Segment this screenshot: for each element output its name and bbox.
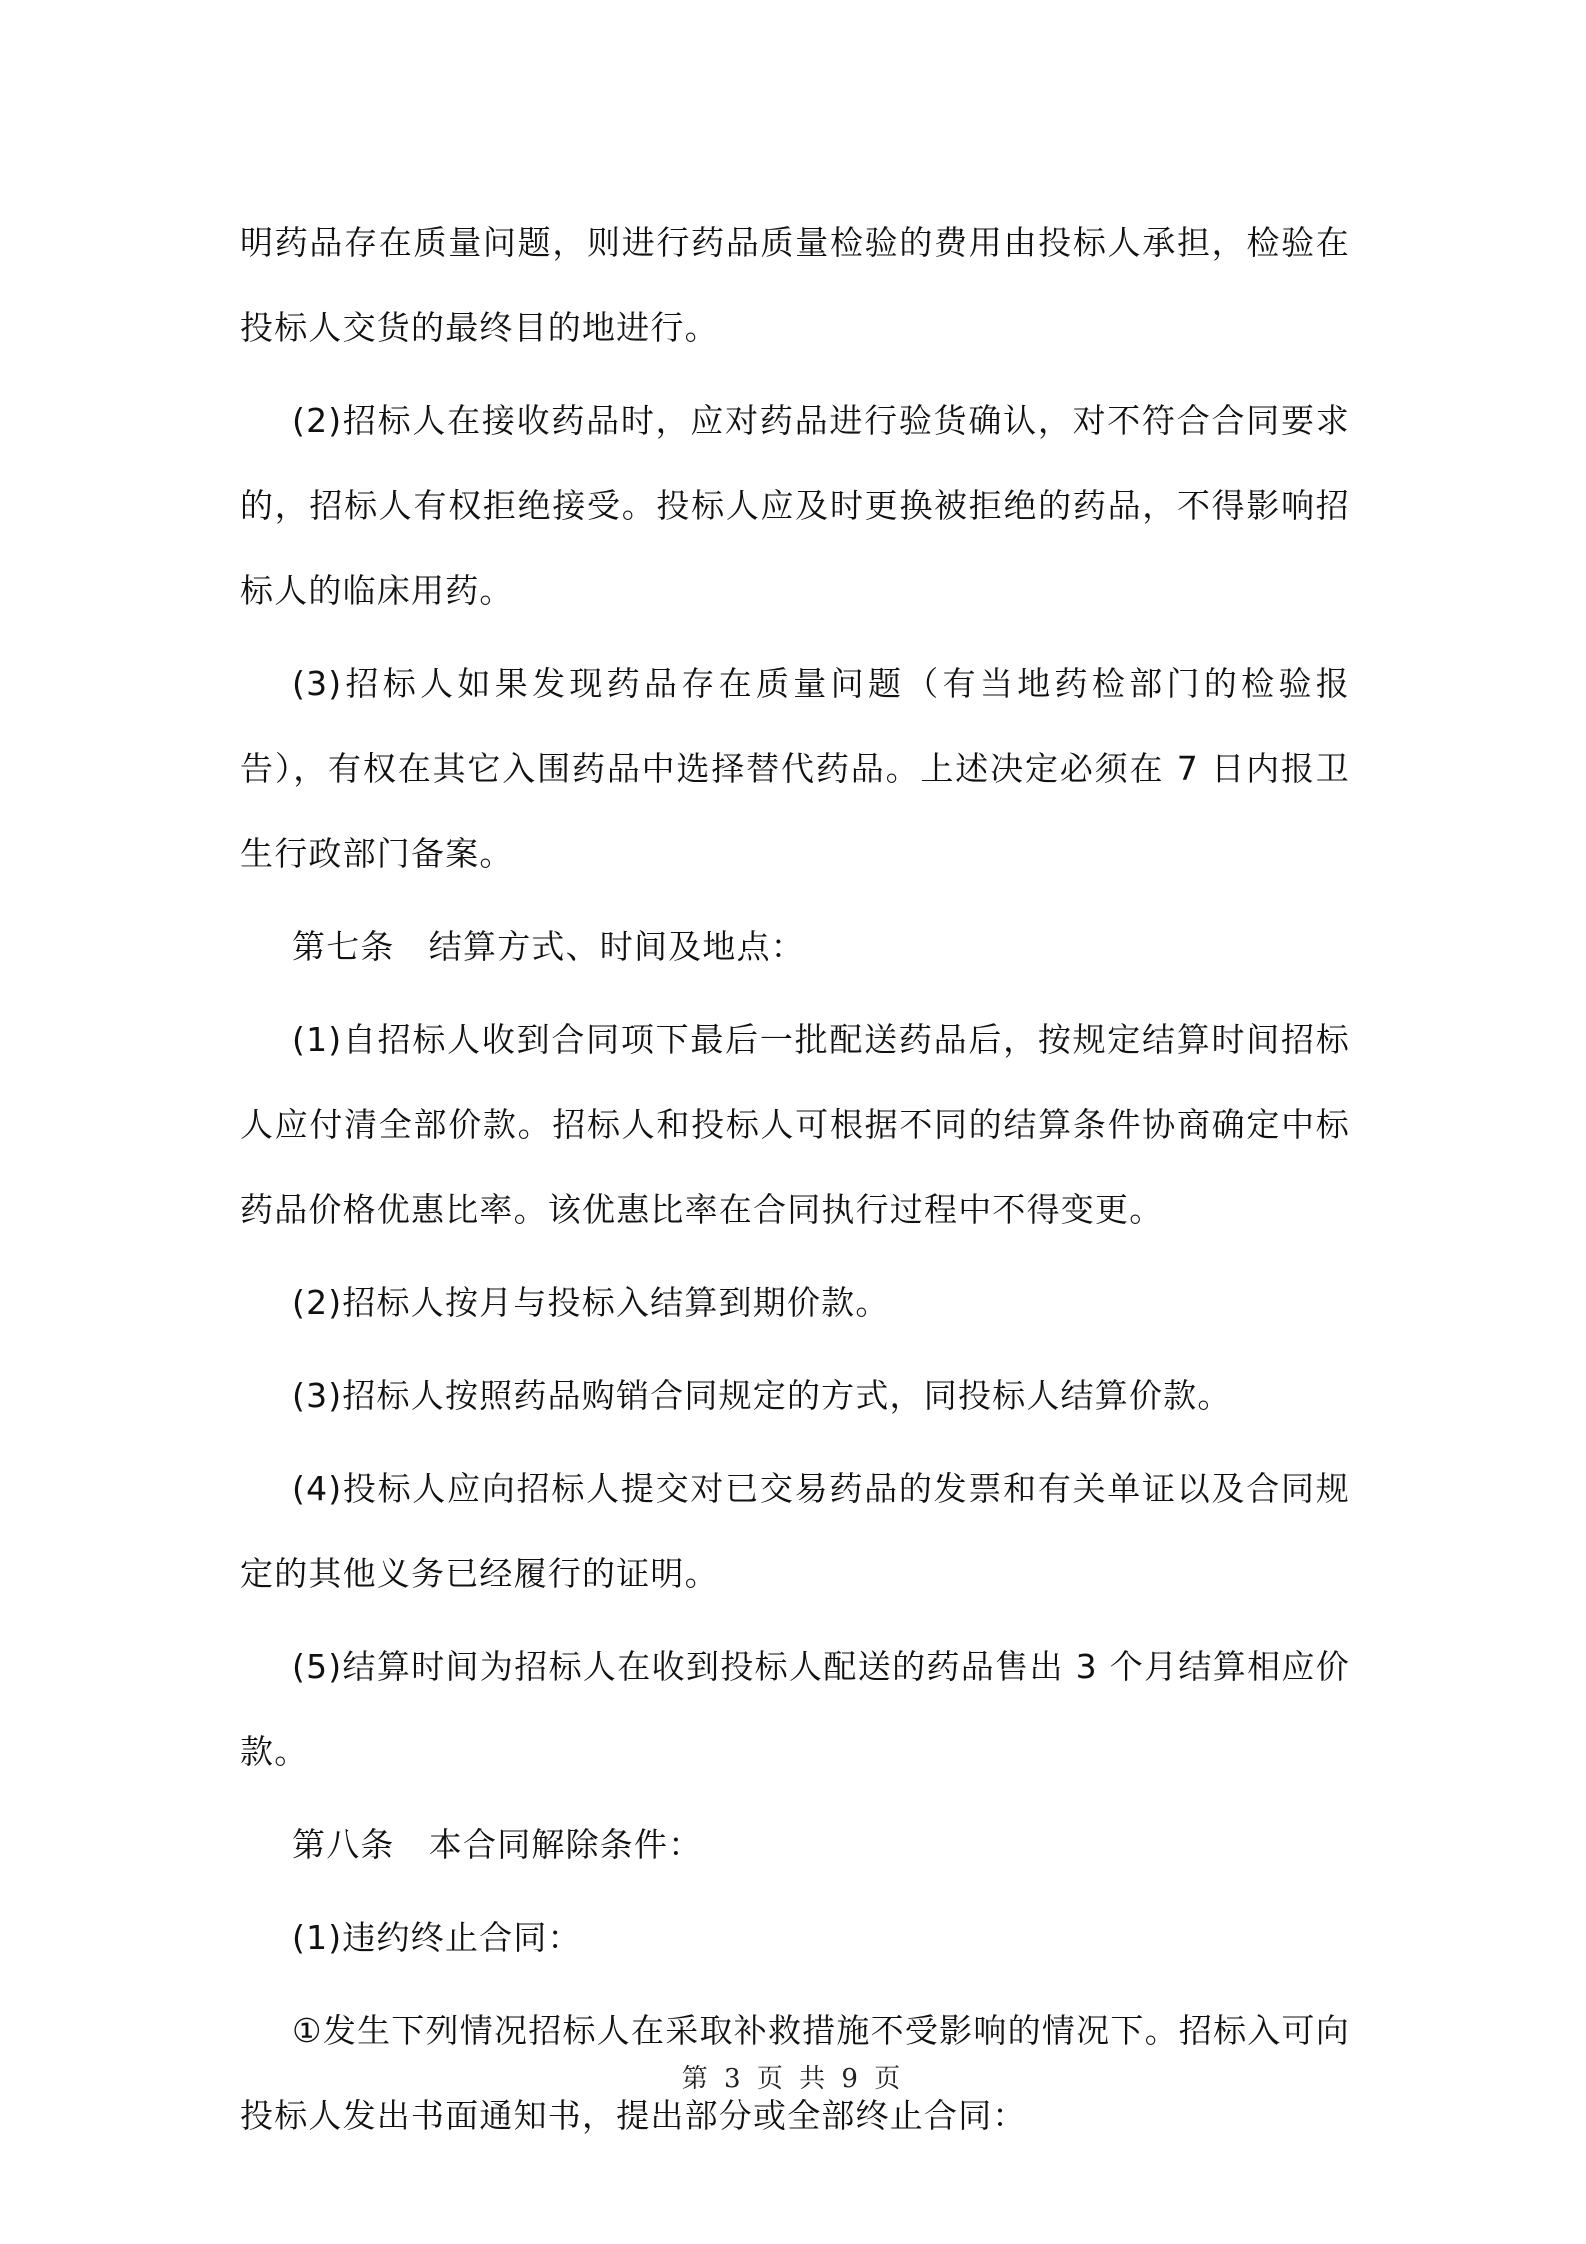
article-7-heading: 第七条 结算方式、时间及地点： [292,927,805,966]
paragraph-settlement-2: (2)招标人按月与投标入结算到期价款。 [292,1283,890,1322]
paragraph-settlement-4: (4)投标人应向招标人提交对已交易药品的发票和有关单证以及合同规定的其他义务已经履行的证明。 [240,1469,1350,1593]
paragraph-continuation: 明药品存在质量问题，则进行药品质量检验的费用由投标人承担，检验在投标人交货的最终目的地进行。 [240,223,1350,347]
paragraph-clause-3-quality: (3)招标人如果发现药品存在质量问题（有当地药检部门的检验报告），有权在其它入围药品中选择替代药品。上述决定必须在 7 日内报卫生行政部门备案。 [240,664,1350,873]
article-8-heading: 第八条 本合同解除条件： [292,1825,703,1864]
document-body [240,200,1350,2166]
paragraph-termination-circled-1: ①发生下列情况招标人在采取补救措施不受影响的情况下。招标入可向投标人发出书面通知书，提出部分或全部终止合同： [240,2011,1350,2135]
paragraph-clause-2-inspection: (2)招标人在接收药品时，应对药品进行验货确认，对不符合合同要求的，招标人有权拒绝接受。投标人应及时更换被拒绝的药品，不得影响招标人的临床用药。 [240,401,1350,610]
paragraph-settlement-3: (3)招标人按照药品购销合同规定的方式，同投标人结算价款。 [292,1376,1232,1415]
page-number-footer: 第 3 页 共 9 页 [681,2064,905,2094]
paragraph-termination-1: (1)违约终止合同： [292,1918,582,1957]
paragraph-settlement-5: (5)结算时间为招标人在收到投标人配送的药品售出 3 个月结算相应价款。 [240,1647,1350,1771]
paragraph-settlement-1: (1)自招标人收到合同项下最后一批配送药品后，按规定结算时间招标人应付清全部价款。招标人和投标人可根据不同的结算条件协商确定中标药品价格优惠比率。该优惠比率在合同执行过程中不得变更。 [240,1020,1350,1229]
